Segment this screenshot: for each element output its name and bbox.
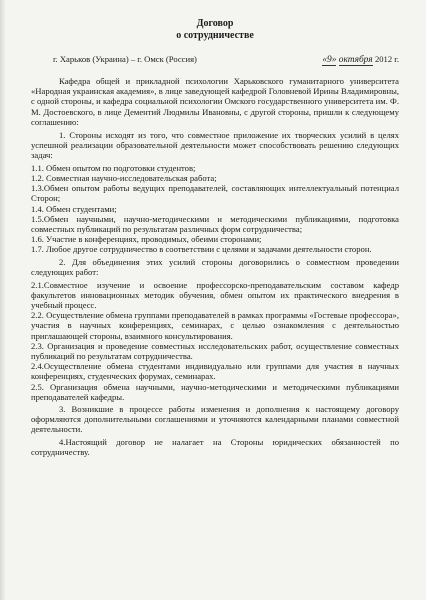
list-item: 1.3.Обмен опытом работы ведущих преподавателей, составляющих интеллектуальный потенциал Сторон; (31, 183, 399, 204)
document-title: Договор (196, 18, 234, 29)
list-item: 1.4. Обмен студентами; (31, 203, 117, 214)
section-2-list (31, 280, 399, 402)
list-item: 1.7. Любое другое сотрудничество в соответствии с целями и задачами деятельности сторон. (31, 244, 372, 255)
list-item: 1.1. Обмен опытом по подготовки студентов; (31, 162, 196, 173)
document-date (322, 52, 399, 67)
date-day: «9» (322, 55, 337, 65)
document-subtitle: о сотрудничестве (176, 30, 254, 41)
list-item: 2.4.Осуществление обмена студентами индивидуально или группами для участия в научных конференциях, студенческих форумах, семинарах. (31, 361, 399, 382)
place-date-row (31, 52, 399, 66)
section-1-intro: 1. Стороны исходят из того, что совместное приложение их творческих усилий в целях успешной реализации образовательной деятельности может способствовать решению следующих задач: (31, 129, 399, 161)
date-month: октября (338, 55, 373, 65)
list-item: 2.1.Совместное изучение и освоение профессорско-преподавательским составом кафедр факультетов инновационных методик обучения, обмен опытом их практического внедрения в учебный процесс. (31, 279, 399, 311)
list-item: 1.2. Совместная научно-исследовательская работа; (31, 173, 217, 184)
preamble: Кафедра общей и прикладной психологии Харьковского гуманитарного университета «Народная украинская академия», в лице заведующей кафедрой Головневой Ирины Владимировны, с одной стороны, и кафедра социальной психологии Омского государственного университета им. Ф. М. Достоевского, в лице Дементий Людмилы Ивановны, с другой стороны, пришли к следующему соглашению: (31, 76, 399, 127)
list-item: 1.5.Обмен научными, научно-методическими и методическими публикациями, подготовка совместных публикаций по результатам различных форм сотрудничества; (31, 213, 399, 235)
place-text: г. Харьков (Украина) – г. Омск (Россия) (53, 54, 197, 64)
list-item: 2.3. Организация и проведение совместных исследовательских работ, осуществление совместных публикаций по результатам сотрудничества. (31, 340, 399, 362)
date-year: 2012 г. (374, 54, 399, 64)
section-3: 3. Возникшие в процессе работы изменения и дополнения к настоящему договору оформляются дополнительными соглашениями и уточняются календарными планами совместной деятельности. (31, 404, 399, 435)
section-4: 4.Настоящий договор не налагает на Стороны юридических обязанностей по сотрудничеству. (31, 437, 399, 458)
list-item: 2.5. Организация обмена научными, научно-методическими и методическими публикациями преподавателей кафедры. (31, 381, 399, 402)
list-item: 1.6. Участие в конференциях, проводимых, обеими сторонами; (31, 234, 262, 245)
handwritten-date (322, 55, 375, 66)
section-1-list (31, 163, 399, 255)
section-2-intro: 2. Для объединения этих усилий стороны договорились о совместном проведении следующих работ: (31, 256, 399, 277)
list-item: 2.2. Осуществление обмена группами преподавателей в рамках программы «Гостевые профессора», участия в научных конференциях, семинарах, с целью ознакомления с деятельностью приглашающей стороны, взаимного консультирования. (31, 310, 399, 341)
